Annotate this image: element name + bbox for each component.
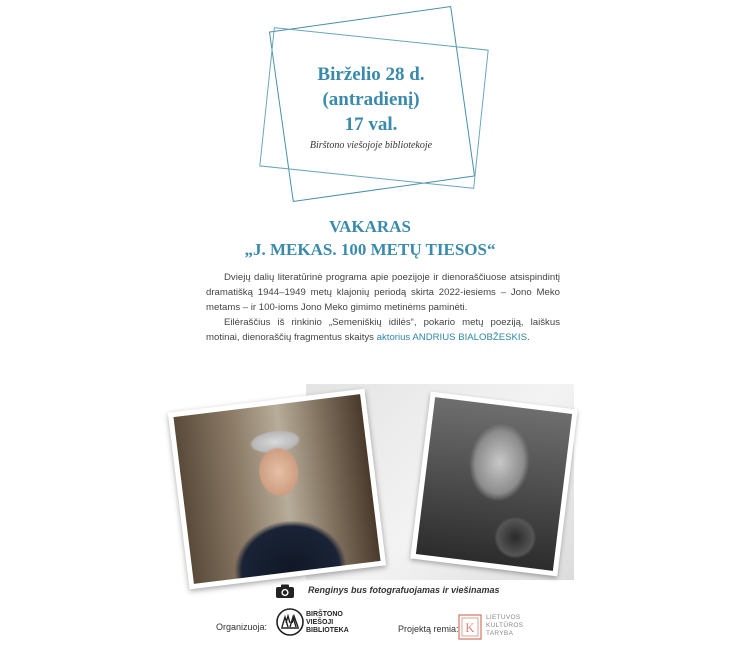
title-line-1: VAKARAS	[329, 217, 411, 236]
sponsor-name-line-1: LIETUVOS	[486, 614, 521, 621]
description-paragraph-2-end: .	[527, 332, 530, 343]
actor-photo	[168, 389, 386, 590]
library-logo-icon	[276, 608, 304, 636]
organizer-name	[306, 611, 376, 635]
photo-notice: Renginys bus fotografuojamas ir viešinamas	[308, 585, 500, 595]
event-weekday: (antradienį)	[322, 89, 420, 110]
event-title	[180, 215, 560, 261]
performer-name: aktorius ANDRIUS BIALOBŽESKIS	[376, 332, 527, 343]
event-date: Birželio 28 d.	[317, 64, 425, 85]
event-description	[206, 270, 560, 345]
title-line-2: „J. MEKAS. 100 METŲ TIESOS“	[244, 240, 496, 259]
description-paragraph-1: Dviejų dalių literatūrinė programa apie poezijoje ir dienoraščiuose atsispindintį dramatišką 1944–1949 metų klajonių periodą skirta 2022-iesiems – Jono Meko metams – ir 100-ioms Jono Meko gimimo metinėms paminėti.	[206, 272, 560, 313]
sponsor-name-line-3: TARYBA	[486, 630, 514, 637]
event-datetime	[250, 62, 492, 151]
event-time: 17 val.	[344, 114, 398, 135]
event-venue: Birštono viešojoje bibliotekoje	[309, 140, 433, 151]
sponsor-name	[486, 614, 546, 638]
mekas-photo	[410, 392, 577, 577]
organizer-name-line-1: BIRŠTONO	[306, 611, 343, 618]
organizer-label: Organizuoja:	[216, 622, 268, 632]
description-paragraph-2	[206, 315, 560, 345]
culture-council-logo-icon	[458, 614, 482, 640]
camera-icon	[276, 584, 294, 598]
description-paragraph-2-text: Eilėraščius iš rinkinio „Semeniškių idilės“, pokario metų poeziją, laiškus motinai, dienoraščių fragmentus skaitys	[206, 317, 560, 343]
sponsor-logo-letter: K	[465, 620, 475, 635]
sponsor-name-line-2: KULTŪROS	[486, 622, 524, 629]
organizer-name-line-2: VIEŠOJI BIBLIOTEKA	[306, 619, 349, 634]
sponsor-label: Projektą remia:	[398, 624, 459, 634]
